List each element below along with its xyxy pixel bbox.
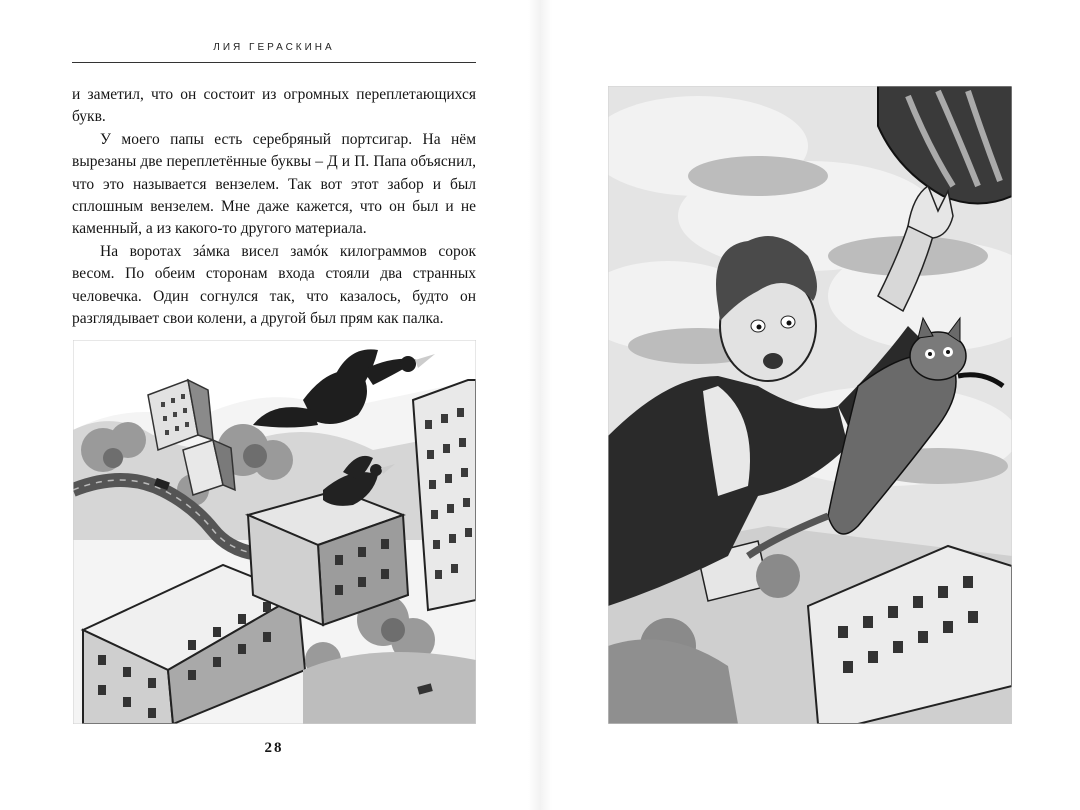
paragraph: и заметил, что он состоит из огромных переплетающихся букв. — [72, 86, 476, 126]
page-number: 28 — [264, 740, 284, 756]
running-head: ЛИЯ ГЕРАСКИНА — [213, 42, 335, 53]
right-page — [540, 0, 1080, 810]
body-text — [72, 84, 476, 330]
paragraph: На воротах зáмка висел замóк килограммов сорок весом. По обеим сторонам входа стояли два странных человечка. Один согнулся так, что казалось, будто он разглядывает свои колени, а другой был прям как палка. — [72, 242, 476, 328]
header-rule — [72, 62, 476, 63]
city-crows-illustration — [73, 340, 476, 724]
falling-boy-cat-illustration — [608, 86, 1012, 724]
paragraph: У моего папы есть серебряный портсигар. На нём вырезаны две переплетённые буквы – Д и П. Папа объяснил, что это называется вензелем. Так вот этот забор и был сплошным вензелем. Мне даже кажется, что он был и не каменный, а из какого-то другого материала. — [72, 130, 476, 238]
